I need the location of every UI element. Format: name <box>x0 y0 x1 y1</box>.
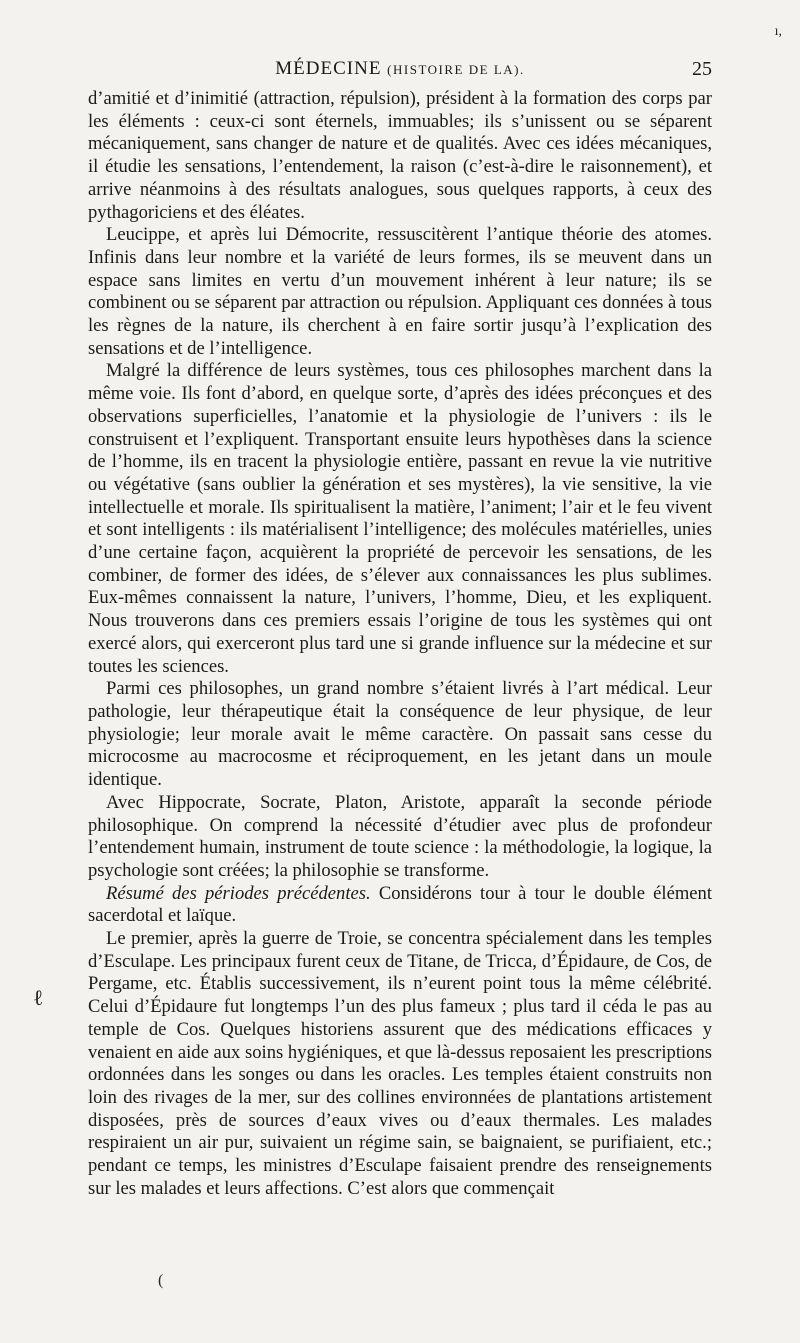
margin-mark: ℓ <box>34 985 43 1010</box>
body-text <box>88 88 712 1200</box>
margin-mark: ı, <box>774 24 782 39</box>
paragraph <box>88 792 712 883</box>
paragraph-text: Considérons tour à tour le double élément sacerdotal et laïque. <box>88 882 713 927</box>
paragraph <box>88 678 712 792</box>
paragraph <box>88 224 712 360</box>
paragraph-text: Parmi ces philosophes, un grand nombre s’étaient livrés à l’art médical. Leur pathologie, leur thérapeutique était la conséquence de leur physique, de leur physiologie; leur morale avait le même caractère. On passait sans cesse du microcosme au macrocosme et réciproquement, en les jetant dans un moule identique. <box>88 678 712 791</box>
margin-mark: ( <box>158 1272 164 1289</box>
running-title-main: MÉDECINE <box>275 58 382 79</box>
paragraph <box>88 88 712 224</box>
paragraph <box>88 883 712 928</box>
paragraph <box>88 360 712 678</box>
paragraph-text: Le premier, après la guerre de Troie, se concentra spécialement dans les temples d’Esculape. Les principaux furent ceux de Titane, de Tricca, d’Épidaure, de Cos, de Pergame, etc. Établis successivement, ils n’eurent point tous la même célébrité. Celui d’Épidaure fut longtemps l’un des plus fameux ; plus tard il céda le pas au temple de Cos. Quelques historiens assurent que des médications efficaces y venaient en aide aux soins hygiéniques, et que là-dessus reposaient les prescriptions ordonnées dans les songes ou dans les oracles. Les temples étaient construits non loin des rivages de la mer, sur des collines environnées de plantations artistement disposées, près de sources d’eaux vives ou d’eaux thermales. Les malades respiraient un air pur, suivaient un régime sain, se baignaient, se purifiaient, etc.; pendant ce temps, les ministres d’Esculape faisaient prendre des renseignements sur les malades et leurs affections. C’est alors que commençait <box>88 928 712 1199</box>
paragraph <box>88 928 712 1200</box>
paragraph-text: Avec Hippocrate, Socrate, Platon, Aristote, apparaît la seconde période philosophique. On comprend la nécessité d’étudier avec plus de profondeur l’entendement humain, instrument de toute science : la méthodologie, la logique, la psychologie sont créées; la philosophie se transforme. <box>88 791 712 881</box>
page-number: 25 <box>692 58 712 80</box>
paragraph-text: d’amitié et d’inimitié (attraction, répulsion), président à la formation des corps par les éléments : ceux-ci sont éternels, immuables; ils s’unissent ou se séparent mécaniquement, sans changer de nature et de qualités. Avec ces idées mécaniques, il étudie les sensations, l’entendement, la raison (c’est-à-dire le raisonnement), et arrive néanmoins à des résultats analogues, sous quelques rapports, à ceux des pythagoriciens et des éléates. <box>88 88 712 223</box>
paragraph-text: Leucippe, et après lui Démocrite, ressuscitèrent l’antique théorie des atomes. Infinis dans leur nombre et la variété de leurs formes, ils se meuvent dans un espace sans limites en vertu d’un mouvement inhérent à leur nature; ils se combinent ou se séparent par attraction ou répulsion. Appliquant ces données à tous les règnes de la nature, ils cherchent à en faire sortir jusqu’à l’explication des sensations et de l’intelligence. <box>88 224 712 359</box>
running-head <box>88 58 712 84</box>
running-title-sub: (HISTOIRE DE LA). <box>387 62 525 77</box>
section-heading: Résumé des périodes précédentes. <box>106 882 371 904</box>
paragraph-text: Malgré la différence de leurs systèmes, tous ces philosophes marchent dans la même voie. Ils font d’abord, en quelque sorte, d’après des idées préconçues et des observations superficielles, l’anatomie et la physiologie de l’univers : ils le construisent et l’expliquent. Transportant ensuite leurs hypothèses dans la science de l’homme, ils en tracent la physiologie entière, passant en revue la vie nutritive ou végétative (sans oublier la génération et ses mystères), la vie sensitive, la vie intellectuelle et morale. Ils spiritualisent la matière, l’animent; l’air et le feu vivent et sont intelligents : ils matérialisent l’intelligence; des molécules matérielles, unies d’une certaine façon, acquièrent la propriété de percevoir les sensations, de les combiner, de former des idées, de s’élever aux connaissances les plus sublimes. Eux-mêmes connaissent la nature, l’univers, l’homme, Dieu, et les expliquent. Nous trouverons dans ces premiers essais l’origine de tous les systèmes qui ont exercé alors, qui exerceront plus tard une si grande influence sur la médecine et sur toutes les sciences. <box>88 360 712 677</box>
running-title <box>88 58 712 80</box>
